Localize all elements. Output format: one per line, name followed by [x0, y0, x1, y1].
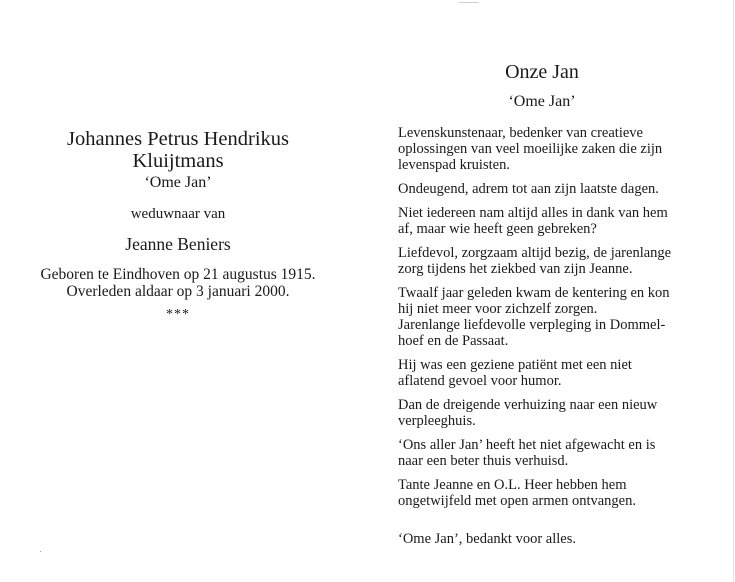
poem-line: zorg tijdens het ziekbed van zijn Jeanne. — [398, 261, 633, 277]
poem-stanza — [398, 357, 698, 389]
poem-stanza — [398, 245, 698, 277]
fold-mark — [459, 2, 479, 3]
poem-line: hoef en de Passaat. — [398, 333, 509, 349]
poem-stanza — [398, 477, 698, 509]
widower-text: weduwnaar van — [130, 206, 226, 222]
died-text: Overleden aldaar op 3 januari 2000. — [66, 283, 290, 300]
poem-line: ongetwijfeld met open armen ontvangen. — [398, 493, 636, 509]
poem-line: Liefdevol, zorgzaam altijd bezig, de jarenlange — [398, 245, 672, 261]
poem-stanza — [398, 285, 698, 349]
poem-line: Levenskunstenaar, bedenker van creatieve — [398, 125, 643, 141]
poem — [398, 125, 698, 509]
deceased-name-line1: Johannes Petrus Hendrikus — [66, 128, 290, 150]
poem-line: levenspad kruisten. — [398, 157, 510, 173]
poem-line: Dan de dreigende verhuizing naar een nieuw — [398, 397, 658, 413]
scan-speck — [40, 551, 41, 552]
poem-line: Jarenlange liefdevolle verpleging in Dommel- — [398, 317, 666, 333]
left-page — [28, 128, 328, 323]
poem-stanza — [398, 205, 698, 237]
deceased-nickname: ‘Ome Jan’ — [144, 174, 212, 191]
poem-stanza — [398, 397, 698, 429]
closing-line: ‘Ome Jan’, bedankt voor alles. — [398, 531, 576, 547]
deceased-name-line2: Kluijtmans — [132, 150, 224, 172]
spouse-name: Jeanne Beniers — [125, 234, 231, 254]
poem-stanza — [398, 437, 698, 469]
separator: *** — [166, 307, 190, 322]
poem-line: oplossingen van veel moeilijke zaken die zijn — [398, 141, 663, 157]
deceased-name — [28, 128, 328, 172]
poem-nickname: ‘Ome Jan’ — [508, 93, 576, 110]
poem-title: Onze Jan — [505, 61, 579, 83]
poem-line: verpleeghuis. — [398, 413, 476, 429]
poem-line: aflatend gevoel voor humor. — [398, 373, 562, 389]
poem-line: Ondeugend, adrem tot aan zijn laatste dagen. — [398, 181, 659, 197]
poem-stanza — [398, 125, 698, 173]
poem-line: af, maar wie heeft geen gebreken? — [398, 221, 597, 237]
poem-line: Tante Jeanne en O.L. Heer hebben hem — [398, 477, 627, 493]
poem-line: Hij was een geziene patiënt met een niet — [398, 357, 632, 373]
card-edge — [733, 0, 734, 582]
born-text: Geboren te Eindhoven op 21 augustus 1915. — [40, 266, 316, 283]
right-page — [398, 61, 698, 547]
poem-line: Niet iedereen nam altijd alles in dank van hem — [398, 205, 668, 221]
poem-stanza — [398, 181, 698, 197]
life-dates — [28, 266, 328, 300]
poem-line: ‘Ons aller Jan’ heeft het niet afgewacht en is — [398, 437, 656, 453]
poem-line: Twaalf jaar geleden kwam de kentering en kon — [398, 285, 670, 301]
poem-line: naar een beter thuis verhuisd. — [398, 453, 569, 469]
poem-line: hij niet meer voor zichzelf zorgen. — [398, 301, 598, 317]
